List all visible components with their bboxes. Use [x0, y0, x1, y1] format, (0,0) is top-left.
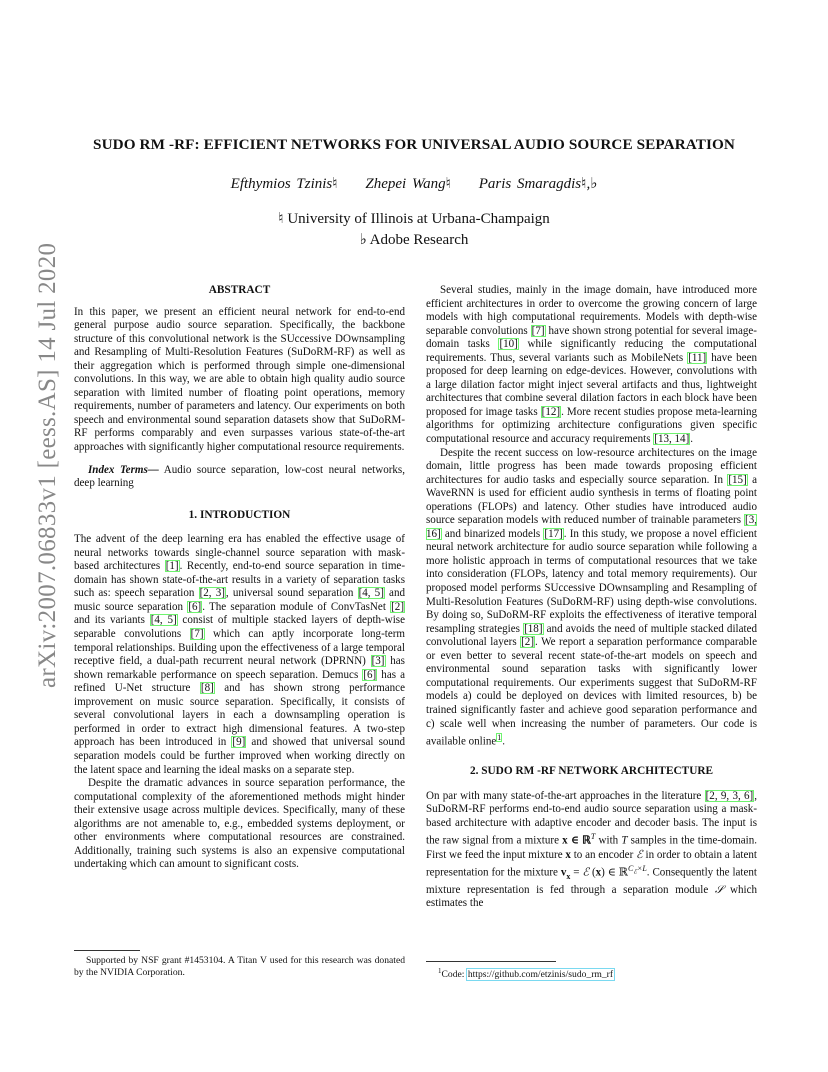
citation-link[interactable]: [11] — [688, 351, 707, 364]
citation-link[interactable]: [10] — [499, 338, 518, 351]
author: Zhepei Wang♮ — [365, 176, 451, 192]
code-url-link[interactable]: https://github.com/etzinis/sudo_rm_rf — [467, 969, 614, 981]
citation-link[interactable]: [2, 3] — [199, 587, 225, 600]
arxiv-id: arXiv:2007.06833v1 [eess.AS] 14 Jul 2020 — [34, 242, 61, 688]
citation-link[interactable]: [4, 5] — [358, 587, 384, 600]
citation-link[interactable]: [7] — [190, 628, 204, 641]
footnote-rule — [426, 961, 556, 962]
citation-link[interactable]: [8] — [200, 682, 214, 695]
author: Efthymios Tzinis♮ — [230, 176, 338, 192]
paragraph: Despite the dramatic advances in source separation performance, the computational complexity of the aforementioned methods might hinder their extensive usage across multiple devices. Specifically, many of these algorithms are not amenable to, e.g., embedded systems deployment, or other environments where computational resources are constrained. Additionally, training such systems is also an expensive computational undertaking which can amount to significant costs. — [74, 777, 405, 871]
citation-link[interactable]: [12] — [541, 405, 561, 418]
citation-link[interactable]: [2, 9, 3, 6] — [705, 789, 754, 802]
footnote: Supported by NSF grant #1453104. A Titan V used for this research was donated by the NVIDIA Corporation. — [74, 955, 405, 978]
paragraph: The advent of the deep learning era has enabled the effective usage of neural networks towards single-channel source separation with mask-based architectures [1]. Recently, end-to-end source separation in time-domain has shown state-of-the-art results in a variety of separation tasks such as: speech separation [2, 3], universal sound separation [4, 5] and music source separation [6]. The separation module of ConvTasNet [2] and its variants [4, 5] consist of multiple stacked layers of depth-wise separable convolutions [7] which can aptly incorporate long-term temporal relationships. Building upon the effectiveness of a large temporal receptive field, a dual-path recurrent neural network (DPRNN) [3] has shown remarkable performance on speech separation. Demucs [6] has a refined U-Net structure [8] and has shown strong performance improvement on music source separation. Specifically, it consists of several convolutional layers in each a downsampling operation is performed in order to extract high dimensional features. A two-step approach has been introduced in [9] and showed that universal sound separation models could be further improved when working directly on the latent space and learning the ideal masks on a separate step. — [74, 533, 405, 776]
citation-link[interactable]: [6] — [188, 600, 202, 613]
affiliation: ♭ Adobe Research — [359, 232, 469, 248]
author: Paris Smaragdis♮,♭ — [478, 176, 598, 192]
footnote: $^1$Code: https://github.com/etzinis/sudo_rm_rf — [438, 967, 614, 981]
author-list — [60, 174, 768, 193]
section-heading: 2. SUDO RM -RF NETWORK ARCHITECTURE — [469, 765, 714, 778]
citation-link[interactable]: [9] — [232, 736, 246, 749]
citation-link[interactable]: [4, 5] — [150, 614, 177, 627]
citation-link[interactable]: [2] — [391, 600, 405, 613]
citation-link[interactable]: [2] — [521, 636, 535, 649]
paragraph: On par with many state-of-the-art approaches in the literature [2, 9, 3, 6], SuDoRM-RF performs end-to-end audio source separation using a mask-based architecture with adaptive encoder and decoder basis. The input is the raw signal from a mixture x ∈ ℝ$^T$ with T samples in the time-domain. First we feed the input mixture x to an encoder ℰ in order to obtain a latent representation for the mixture $v_x$ = ℰ (x) ∈ ℝ$^{C_ℰ\times L}$. Consequently the latent mixture representation is fed through a separation module 𝒮 which estimates the — [426, 789, 758, 910]
right-column — [426, 284, 757, 911]
index-terms-text: Audio source separation, low-cost neural networks, deep learning — [74, 463, 405, 490]
footnote-rule — [74, 950, 140, 951]
citation-link[interactable]: [18] — [524, 622, 543, 635]
citation-link[interactable]: [3] — [371, 655, 385, 668]
citation-link[interactable]: [3, 16] — [426, 514, 757, 540]
citation-link[interactable]: [1] — [165, 560, 179, 573]
citation-link[interactable]: [17] — [544, 527, 563, 540]
citation-link[interactable]: [6] — [363, 668, 377, 681]
index-terms-label: Index Terms— — [88, 463, 159, 476]
abstract-text: In this paper, we present an efficient neural network for end-to-end general purpose audio source separation. Specifically, the backbone structure of this convolutional network is the SUccessive DOwnsampling and Resampling of Multi-Resolution Features (SuDoRM-RF) as well as their aggregation which is performed through simple one-dimensional convolutions. In this way, we are able to obtain high quality audio source separation with limited number of floating point operations, memory requirements, number of parameters and latency. Our experiments on both speech and environmental sound separation datasets show that SuDoRM-RF performs comparably and even surpasses various state-of-the-art approaches with significantly higher computational resource requirements. — [74, 305, 405, 454]
index-terms — [74, 464, 405, 491]
section-heading: 1. INTRODUCTION — [188, 508, 291, 521]
citation-link[interactable]: [15] — [728, 473, 747, 486]
abstract-heading: ABSTRACT — [208, 284, 271, 296]
paper-title: SUDO RM -RF: EFFICIENT NETWORKS FOR UNIVERSAL AUDIO SOURCE SEPARATION — [93, 136, 735, 153]
footnote-link[interactable]: 1 — [497, 733, 502, 743]
paragraph: Several studies, mainly in the image domain, have introduced more efficient architectures in order to overcome the growing concern of large models with high computational requirements. Models with depth-wise separable convolutions [7] have shown strong potential for several image-domain tasks [10] while significantly reducing the computational requirements. Thus, several variants such as MobileNets [11] have been proposed for deep learning on edge-devices. However, convolutions with a large dilation factor might inject several artifacts and thus, lightweight architectures that combine several dilation factors in each block have been proposed for image tasks [12]. More recent studies propose meta-learning algorithms for optimizing architecture configurations given specific computational resource and accuracy requirements [13, 14]. — [426, 284, 758, 446]
affiliation: ♮ University of Illinois at Urbana-Champaign — [278, 211, 550, 227]
citation-link[interactable]: [7] — [531, 324, 545, 337]
arxiv-stamp — [22, 242, 62, 690]
citation-link[interactable]: [13, 14] — [654, 433, 690, 446]
paragraph: Despite the recent success on low-resource architectures on the image domain, little progress has been made towards proposing efficient architectures for audio tasks and especially source separation. In [15] a WaveRNN is used for efficient audio synthesis in terms of floating point operations (FLOPs) and latency. Other studies have introduced audio source separation models with reduced number of trainable parameters [3, 16] and binarized models [17]. In this study, we propose a novel efficient neural network architecture for audio source separation while following a more holistic approach in terms of computational resources that we take into consideration (FLOPs, latency and total memory requirements). Our proposed model performs SUccessive DOwnsampling and Resampling of Multi-Resolution Features (SuDoRM-RF) using depth-wise convolutions. By doing so, SuDoRM-RF exploits the effectiveness of iterative temporal resampling strategies [18] and avoids the need of multiple stacked dilated convolutional layers [2]. We report a separation performance comparable or even better to several recent state-of-the-art models on speech and environmental sound separation tasks with significantly lower computational requirements. Our experiments suggest that SuDoRM-RF models a) could be deployed on devices with limited resources, b) be trained significantly faster and achieve good separation performance and c) scale well when increasing the number of parameters. Our code is available online$^1$. — [426, 446, 757, 748]
left-column — [74, 284, 405, 872]
